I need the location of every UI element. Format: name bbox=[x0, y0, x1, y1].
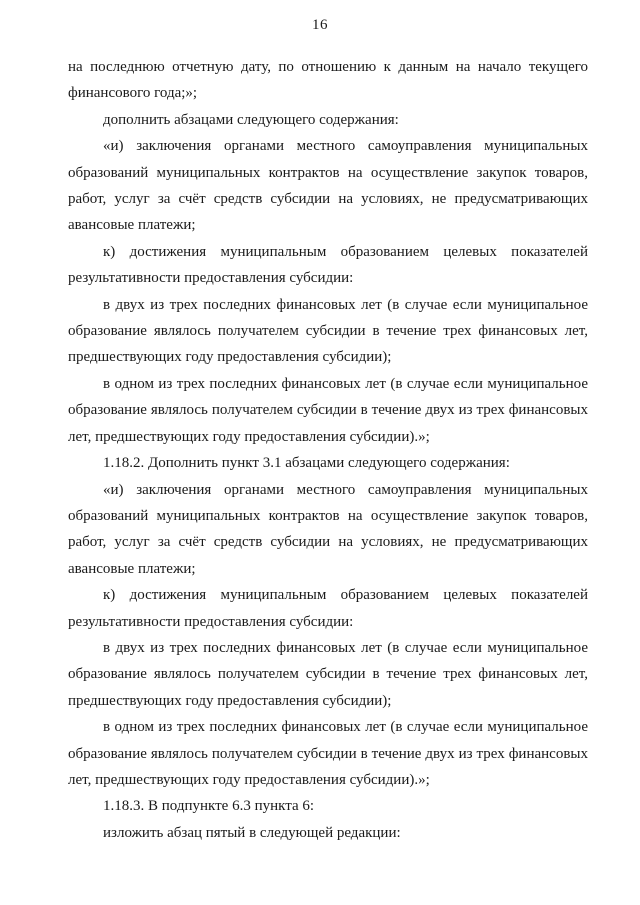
paragraph-section-1-18-2: 1.18.2. Дополнить пункт 3.1 абзацами следующего содержания: bbox=[103, 455, 510, 472]
paragraph-one-of-three: в одном из трех последних финансовых лет (в случае если муниципальное образование являлось получателем субсидии в течение двух из трех финансовых лет, предшествующих году предоставления субсидии).»; bbox=[68, 375, 588, 445]
paragraph-two-of-three: в двух из трех последних финансовых лет (в случае если муниципальное образование являлось получателем субсидии в течение трех финансовых лет, предшествующих году предоставления субсидии); bbox=[68, 296, 588, 366]
paragraph-item-k: к) достижения муниципальным образованием целевых показателей результативности предоставления субсидии: bbox=[68, 587, 588, 630]
paragraph-two-of-three: в двух из трех последних финансовых лет (в случае если муниципальное образование являлось получателем субсидии в течение трех финансовых лет, предшествующих году предоставления субсидии); bbox=[68, 639, 588, 709]
paragraph-item-i: «и) заключения органами местного самоуправления муниципальных образований муниципальных контрактов на осуществление закупок товаров, работ, услуг за счёт средств субсидии на условиях, не предусматривающих авансовые платежи; bbox=[68, 138, 588, 234]
paragraph-one-of-three: в одном из трех последних финансовых лет (в случае если муниципальное образование являлось получателем субсидии в течение двух из трех финансовых лет, предшествующих году предоставления субсидии).»; bbox=[68, 719, 588, 788]
paragraph-item-i: «и) заключения органами местного самоуправления муниципальных образований муниципальных контрактов на осуществление закупок товаров, работ, услуг за счёт средств субсидии на условиях, не предусматривающих авансовые платежи; bbox=[68, 481, 588, 577]
paragraph-item-k: к) достижения муниципальным образованием целевых показателей результативности предоставления субсидии: bbox=[68, 243, 588, 287]
paragraph-section-1-18-3: 1.18.3. В подпункте 6.3 пункта 6: bbox=[103, 798, 315, 815]
paragraph-add-intro: дополнить абзацами следующего содержания: bbox=[103, 111, 399, 128]
paragraph-continuation: на последнюю отчетную дату, по отношению к данным на начало текущего финансового года;»; bbox=[68, 59, 588, 102]
document-body bbox=[68, 54, 588, 846]
page-number: 16 bbox=[312, 17, 328, 33]
paragraph-state-fifth: изложить абзац пятый в следующей редакции: bbox=[103, 824, 401, 841]
